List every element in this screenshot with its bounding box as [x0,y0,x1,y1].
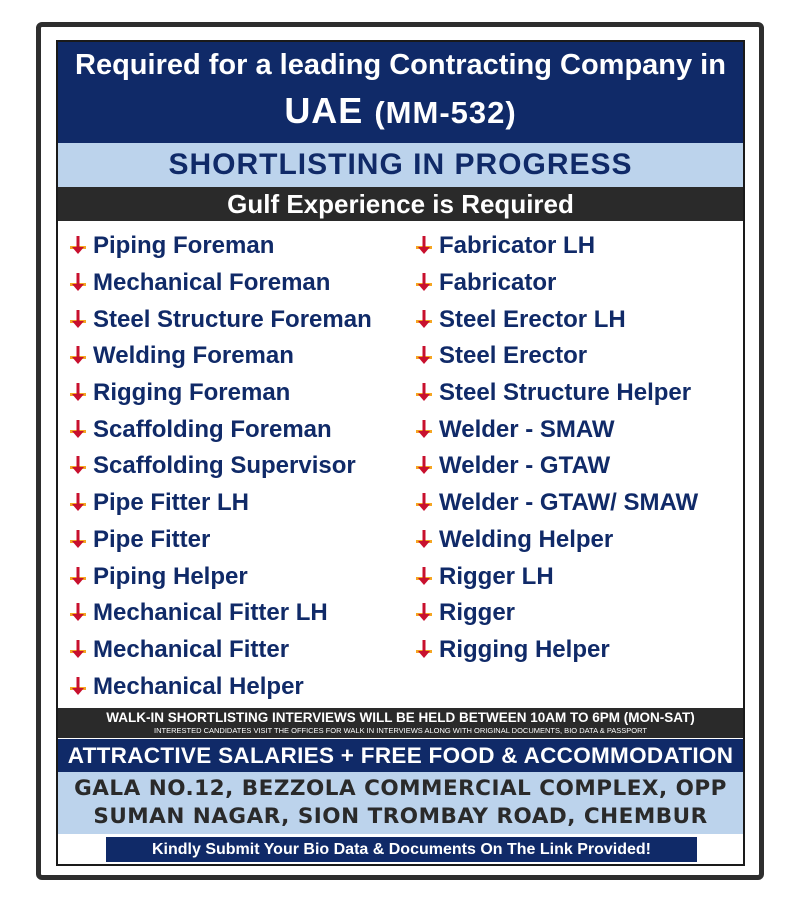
position-item [413,265,698,302]
header-country-line [58,90,743,132]
position-item [413,301,698,338]
position-item [413,485,698,522]
poster-content [56,40,745,866]
position-label: Mechanical Helper [93,672,304,700]
position-label: Scaffolding Foreman [93,415,332,443]
arrow-down-icon [413,308,435,330]
arrow-down-icon [67,454,89,476]
position-label: Pipe Fitter [93,525,211,553]
arrow-down-icon [67,271,89,293]
job-code: (MM-532) [374,95,517,130]
position-item [413,411,698,448]
arrow-down-icon [413,454,435,476]
position-item [67,265,372,302]
position-label: Rigging Foreman [93,379,291,407]
position-label: Piping Helper [93,562,248,590]
position-label: Welder - GTAW/ SMAW [439,489,699,517]
position-label: Steel Erector LH [439,305,626,333]
position-item [67,632,372,669]
arrow-down-icon [67,675,89,697]
header-banner [58,42,743,143]
position-item [413,595,698,632]
address-line-1: GALA NO.12, BEZZOLA COMMERCIAL COMPLEX, OPP [74,776,727,801]
position-label: Rigging Helper [439,635,610,663]
status-banner: SHORTLISTING IN PROGRESS [58,143,743,187]
position-item [67,558,372,595]
position-label: Mechanical Fitter [93,635,290,663]
position-item [67,485,372,522]
position-label: Mechanical Foreman [93,269,331,297]
arrow-down-icon [413,601,435,623]
arrow-down-icon [413,418,435,440]
position-label: Steel Erector [439,342,588,370]
arrow-down-icon [413,638,435,660]
position-item [67,448,372,485]
position-label: Steel Structure Foreman [93,305,372,333]
arrow-down-icon [67,528,89,550]
address-banner [58,772,743,834]
position-item [413,338,698,375]
position-label: Welder - GTAW [439,452,611,480]
position-item [67,595,372,632]
header-title: Required for a leading Contracting Company in [75,49,726,81]
position-label: Scaffolding Supervisor [93,452,356,480]
poster-frame [36,22,764,880]
position-item [67,522,372,559]
arrow-down-icon [67,381,89,403]
position-label: Piping Foreman [93,232,275,260]
benefits-banner: ATTRACTIVE SALARIES + FREE FOOD & ACCOMMODATION [58,739,743,772]
position-item [413,522,698,559]
arrow-down-icon [67,418,89,440]
arrow-down-icon [67,491,89,513]
position-label: Mechanical Fitter LH [93,599,328,627]
position-label: Rigger [439,599,516,627]
position-item [413,228,698,265]
arrow-down-icon [413,381,435,403]
position-item [413,375,698,412]
position-item [67,411,372,448]
arrow-down-icon [67,234,89,256]
walk-in-banner [58,708,743,738]
position-item [413,632,698,669]
arrow-down-icon [413,491,435,513]
positions-column-right [413,228,698,668]
position-label: Fabricator [439,269,557,297]
arrow-down-icon [67,638,89,660]
position-label: Welding Foreman [93,342,294,370]
arrow-down-icon [413,271,435,293]
arrow-down-icon [67,344,89,366]
address-line-2: SUMAN NAGAR, SION TROMBAY ROAD, CHEMBUR [93,804,708,829]
requirement-banner: Gulf Experience is Required [58,187,743,221]
position-item [67,338,372,375]
position-label: Fabricator LH [439,232,596,260]
walk-in-schedule: WALK-IN SHORTLISTING INTERVIEWS WILL BE HELD BETWEEN 10AM TO 6PM (MON-SAT) [106,710,695,725]
position-label: Welder - SMAW [439,415,615,443]
arrow-down-icon [67,601,89,623]
position-item [67,228,372,265]
position-label: Steel Structure Helper [439,379,692,407]
position-item [67,375,372,412]
position-label: Pipe Fitter LH [93,489,250,517]
position-item [413,448,698,485]
position-label: Rigger LH [439,562,554,590]
position-item [67,668,372,705]
walk-in-instructions: INTERESTED CANDIDATES VISIT THE OFFICES FOR WALK IN INTERVIEWS ALONG WITH ORIGINAL DOCUMENTS, BIO DATA & PASSPORT [154,726,647,735]
position-label: Welding Helper [439,525,614,553]
positions-column-left [67,228,372,705]
position-item [413,558,698,595]
arrow-down-icon [413,234,435,256]
country: UAE [284,90,364,131]
position-item [67,301,372,338]
arrow-down-icon [413,344,435,366]
arrow-down-icon [67,565,89,587]
arrow-down-icon [413,528,435,550]
arrow-down-icon [413,565,435,587]
submit-note: Kindly Submit Your Bio Data & Documents On The Link Provided! [106,837,697,862]
arrow-down-icon [67,308,89,330]
